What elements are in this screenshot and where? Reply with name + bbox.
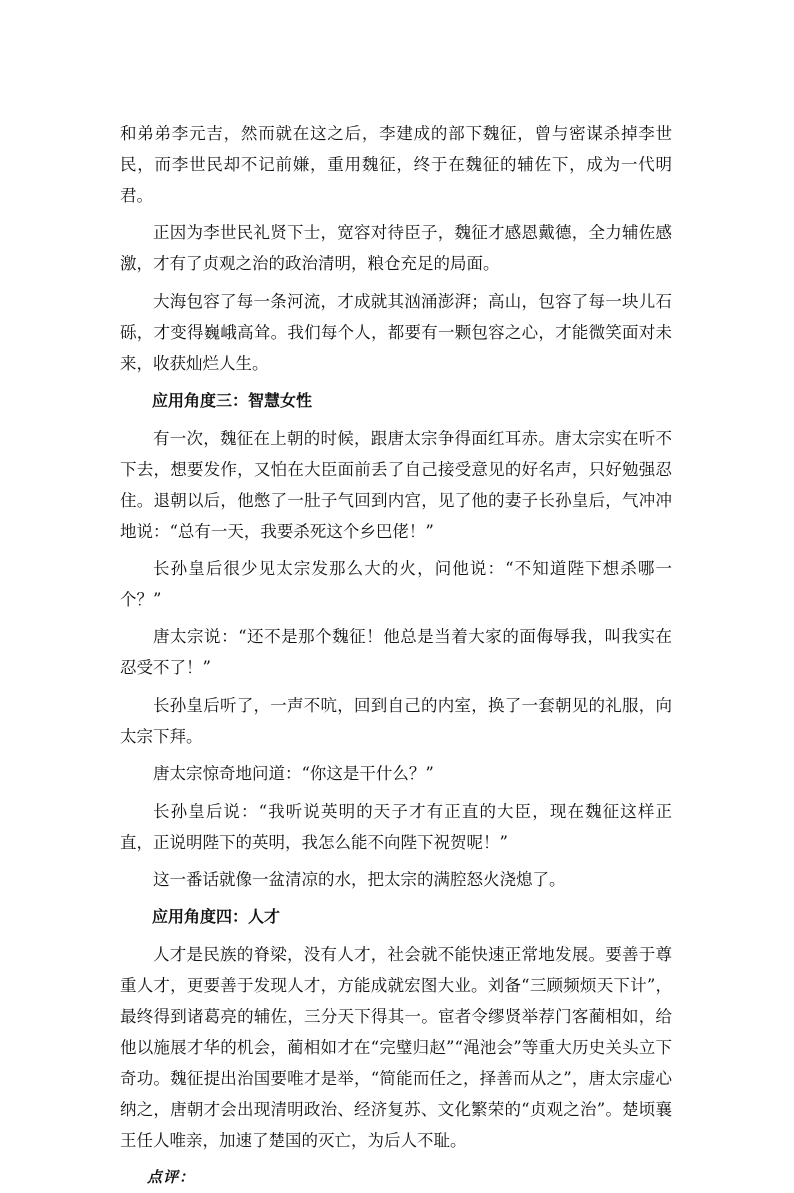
paragraph-7: 长孙皇后听了，一声不吭，回到自己的内室，换了一套朝见的礼服，向太宗下拜。 bbox=[120, 695, 672, 746]
paragraph-5: 长孙皇后很少见太宗发那么大的火，问他说：“不知道陛下想杀哪一个？” bbox=[120, 558, 672, 609]
paragraph-10: 这一番话就像一盆清凉的水，把太宗的满腔怒火浇熄了。 bbox=[153, 869, 566, 889]
paragraph-11: 人才是民族的脊梁，没有人才，社会就不能快速正常地发展。要善于尊重人才，更要善于发现人才，方能成就宏图大业。刘备“三顾频烦天下计”，最终得到诸葛亮的辅佐，三分天下得其一。宦者令缪贤举荐门客蔺相如，给他以施展才华的机会，蔺相如才在“完璧归赵”“渑池会”等重大历史关头立下奇功。魏征提出治国要唯才是举，“简能而任之，择善而从之”，唐太宗虚心纳之，唐朝才会出现清明政治、经济复苏、文化繁荣的“贞观之治”。楚顷襄王任人唯亲，加速了楚国的灭亡，为后人不耻。 bbox=[120, 944, 672, 1150]
paragraph-1: 和弟弟李元吉，然而就在这之后，李建成的部下魏征，曾与密谋杀掉李世民，而李世民却不记前嫌，重用魏征，终于在魏征的辅佐下，成为一代明君。 bbox=[120, 124, 672, 205]
paragraph-8: 唐太宗惊奇地问道：“你这是干什么？” bbox=[153, 764, 434, 784]
paragraph-9: 长孙皇后说：“我听说英明的天子才有正直的大臣，现在魏征这样正直，正说明陛下的英明，我怎么能不向陛下祝贺呢！” bbox=[120, 801, 672, 852]
section-heading-4: 应用角度四：人才 bbox=[152, 907, 281, 927]
comment-label: 点评： bbox=[147, 1168, 196, 1187]
paragraph-4: 有一次，魏征在上朝的时候，跟唐太宗争得面红耳赤。唐太宗实在听不下去，想要发作，又怕在大臣面前丢了自己接受意见的好名声，只好勉强忍住。退朝以后，他憋了一肚子气回到内宫，见了他的妻子长孙皇后，气冲冲地说：“总有一天，我要杀死这个乡巴佬！” bbox=[120, 428, 672, 541]
paragraph-2: 正因为李世民礼贤下士，宽容对待臣子，魏征才感恩戴德，全力辅佐感激，才有了贞观之治的政治清明，粮仓充足的局面。 bbox=[120, 223, 672, 274]
document-page bbox=[120, 118, 672, 1193]
paragraph-6: 唐太宗说：“还不是那个魏征！他总是当着大家的面侮辱我，叫我实在忍受不了！” bbox=[120, 627, 672, 678]
paragraph-3: 大海包容了每一条河流，才成就其汹涌澎湃；高山，包容了每一块儿石砾，才变得巍峨高耸。我们每个人，都要有一颗包容之心，才能微笑面对未来，收获灿烂人生。 bbox=[120, 291, 672, 373]
section-heading-3: 应用角度三：智慧女性 bbox=[152, 391, 313, 411]
